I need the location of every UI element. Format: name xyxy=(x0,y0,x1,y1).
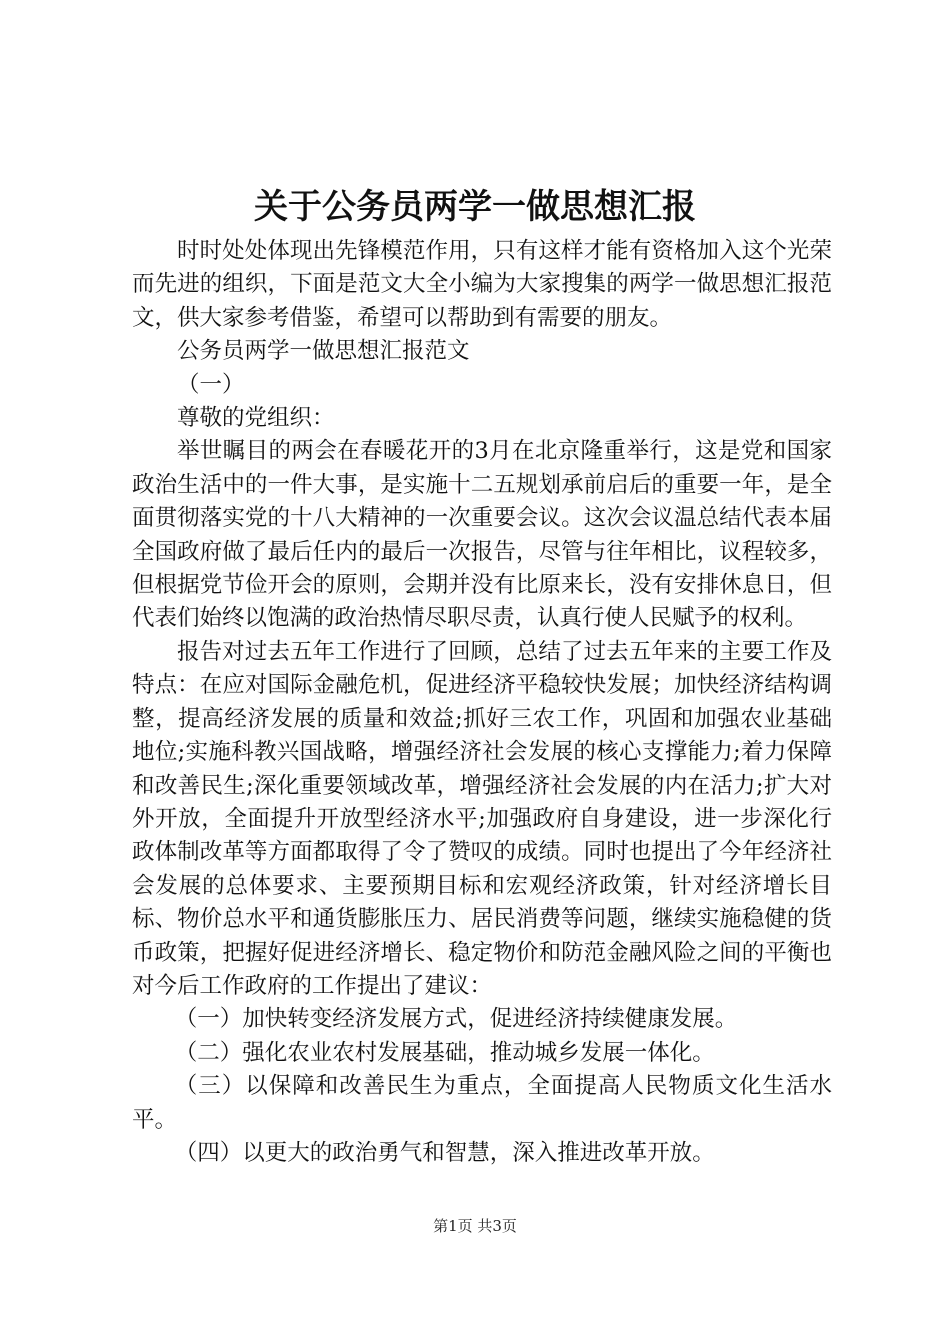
document-body xyxy=(132,235,832,1170)
list-item-2: （二）强化农业农村发展基础，推动城乡发展一体化。 xyxy=(174,1039,715,1066)
page-footer: 第1页 共3页 xyxy=(433,1217,517,1235)
salutation: 尊敬的党组织： xyxy=(177,405,335,432)
list-item-3: （三）以保障和改善民生为重点，全面提高人民物质文化生活水平。 xyxy=(132,1073,832,1133)
intro-paragraph: 时时处处体现出先锋模范作用，只有这样才能有资格加入这个光荣而先进的组织，下面是范文大全小编为大家搜集的两学一做思想汇报范文，供大家参考借鉴，希望可以帮助到有需要的朋友。 xyxy=(132,238,832,331)
subtitle-line: 公务员两学一做思想汇报范文 xyxy=(177,338,470,365)
section-number: （一） xyxy=(177,371,245,398)
list-item-4: （四）以更大的政治勇气和智慧，深入推进改革开放。 xyxy=(174,1139,715,1166)
document-title: 关于公务员两学一做思想汇报 xyxy=(254,187,696,227)
list-item-1: （一）加快转变经济发展方式，促进经济持续健康发展。 xyxy=(174,1006,738,1033)
body-paragraph-1: 举世瞩目的两会在春暖花开的3月在北京隆重举行，这是党和国家政治生活中的一件大事，是实施十二五规划承前启后的重要一年，是全面贯彻落实党的十八大精神的一次重要会议。这次会议温总结代表本届全国政府做了最后任内的最后一次报告，尽管与往年相比，议程较多，但根据党节俭开会的原则，会期并没有比原来长，没有安排休息日，但代表们始终以饱满的政治热情尽职尽责，认真行使人民赋予的权利。 xyxy=(132,438,832,632)
body-paragraph-2: 报告对过去五年工作进行了回顾，总结了过去五年来的主要工作及特点：在应对国际金融危机，促进经济平稳较快发展；加快经济结构调整，提高经济发展的质量和效益;抓好三农工作，巩固和加强农业基础地位;实施科教兴国战略，增强经济社会发展的核心支撑能力;着力保障和改善民生;深化重要领域改革，增强经济社会发展的内在活力;扩大对外开放，全面提升开放型经济水平;加强政府自身建设，进一步深化行政体制改革等方面都取得了令了赞叹的成绩。同时也提出了今年经济社会发展的总体要求、主要预期目标和宏观经济政策，针对经济增长目标、物价总水平和通货膨胀压力、居民消费等问题，继续实施稳健的货币政策，把握好促进经济增长、稳定物价和防范金融风险之间的平衡也对今后工作政府的工作提出了建议： xyxy=(132,638,832,999)
